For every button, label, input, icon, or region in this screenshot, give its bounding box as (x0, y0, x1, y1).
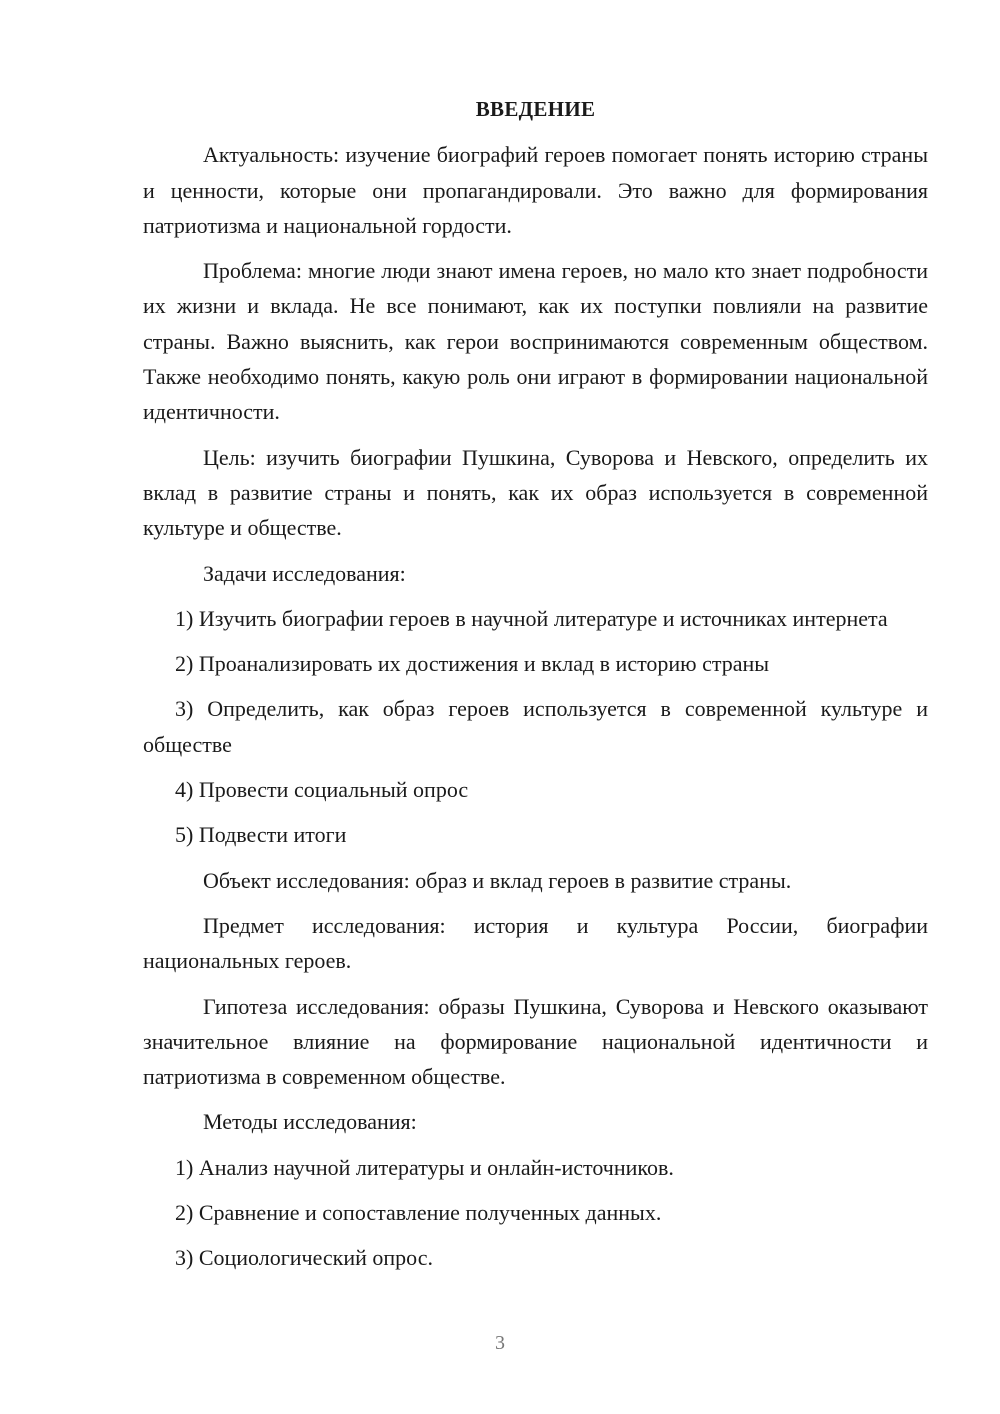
task-item-4: 4) Провести социальный опрос (175, 777, 469, 803)
document-page (143, 92, 928, 1286)
method-item-1: 1) Анализ научной литературы и онлайн-источников. (175, 1154, 674, 1180)
page-number: 3 (495, 1332, 505, 1354)
tasks-list (143, 601, 928, 853)
methods-list (143, 1150, 928, 1276)
goal-paragraph: Цель: изучить биографии Пушкина, Суворова и Невского, определить их вклад в развитие страны и понять, как их образ используется в современной культуре и обществе. (143, 444, 928, 541)
task-item-3: 3) Определить, как образ героев используется в современной культуре и обществе (143, 696, 928, 757)
task-item-1: 1) Изучить биографии героев в научной литературе и источниках интернета (175, 605, 888, 631)
method-item-3: 3) Социологический опрос. (175, 1245, 433, 1271)
hypothesis-paragraph: Гипотеза исследования: образы Пушкина, Суворова и Невского оказывают значительное влияние на формирование национальной идентичности и патриотизма в современном обществе. (143, 993, 928, 1090)
section-title: ВВЕДЕНИЕ (475, 97, 596, 121)
problem-paragraph: Проблема: многие люди знают имена героев, но мало кто знает подробности их жизни и вклада. Не все понимают, как их поступки повлияли на развитие страны. Важно выяснить, как герои воспринимаются современным обществом. Также необходимо понять, какую роль они играют в формировании национальной идентичности. (143, 258, 928, 425)
task-item-2: 2) Проанализировать их достижения и вклад в историю страны (175, 651, 770, 677)
task-item-5: 5) Подвести итоги (175, 822, 347, 848)
relevance-paragraph: Актуальность: изучение биографий героев помогает понять историю страны и ценности, которые они пропагандировали. Это важно для формирования патриотизма и национальной гордости. (143, 142, 928, 238)
tasks-heading: Задачи исследования: (203, 560, 406, 586)
method-item-2: 2) Сравнение и сопоставление полученных данных. (175, 1200, 662, 1226)
methods-heading: Методы исследования: (203, 1109, 417, 1135)
subject-paragraph: Предмет исследования: история и культура России, биографии национальных героев. (143, 912, 928, 974)
object-paragraph: Объект исследования: образ и вклад героев в развитие страны. (203, 867, 792, 893)
